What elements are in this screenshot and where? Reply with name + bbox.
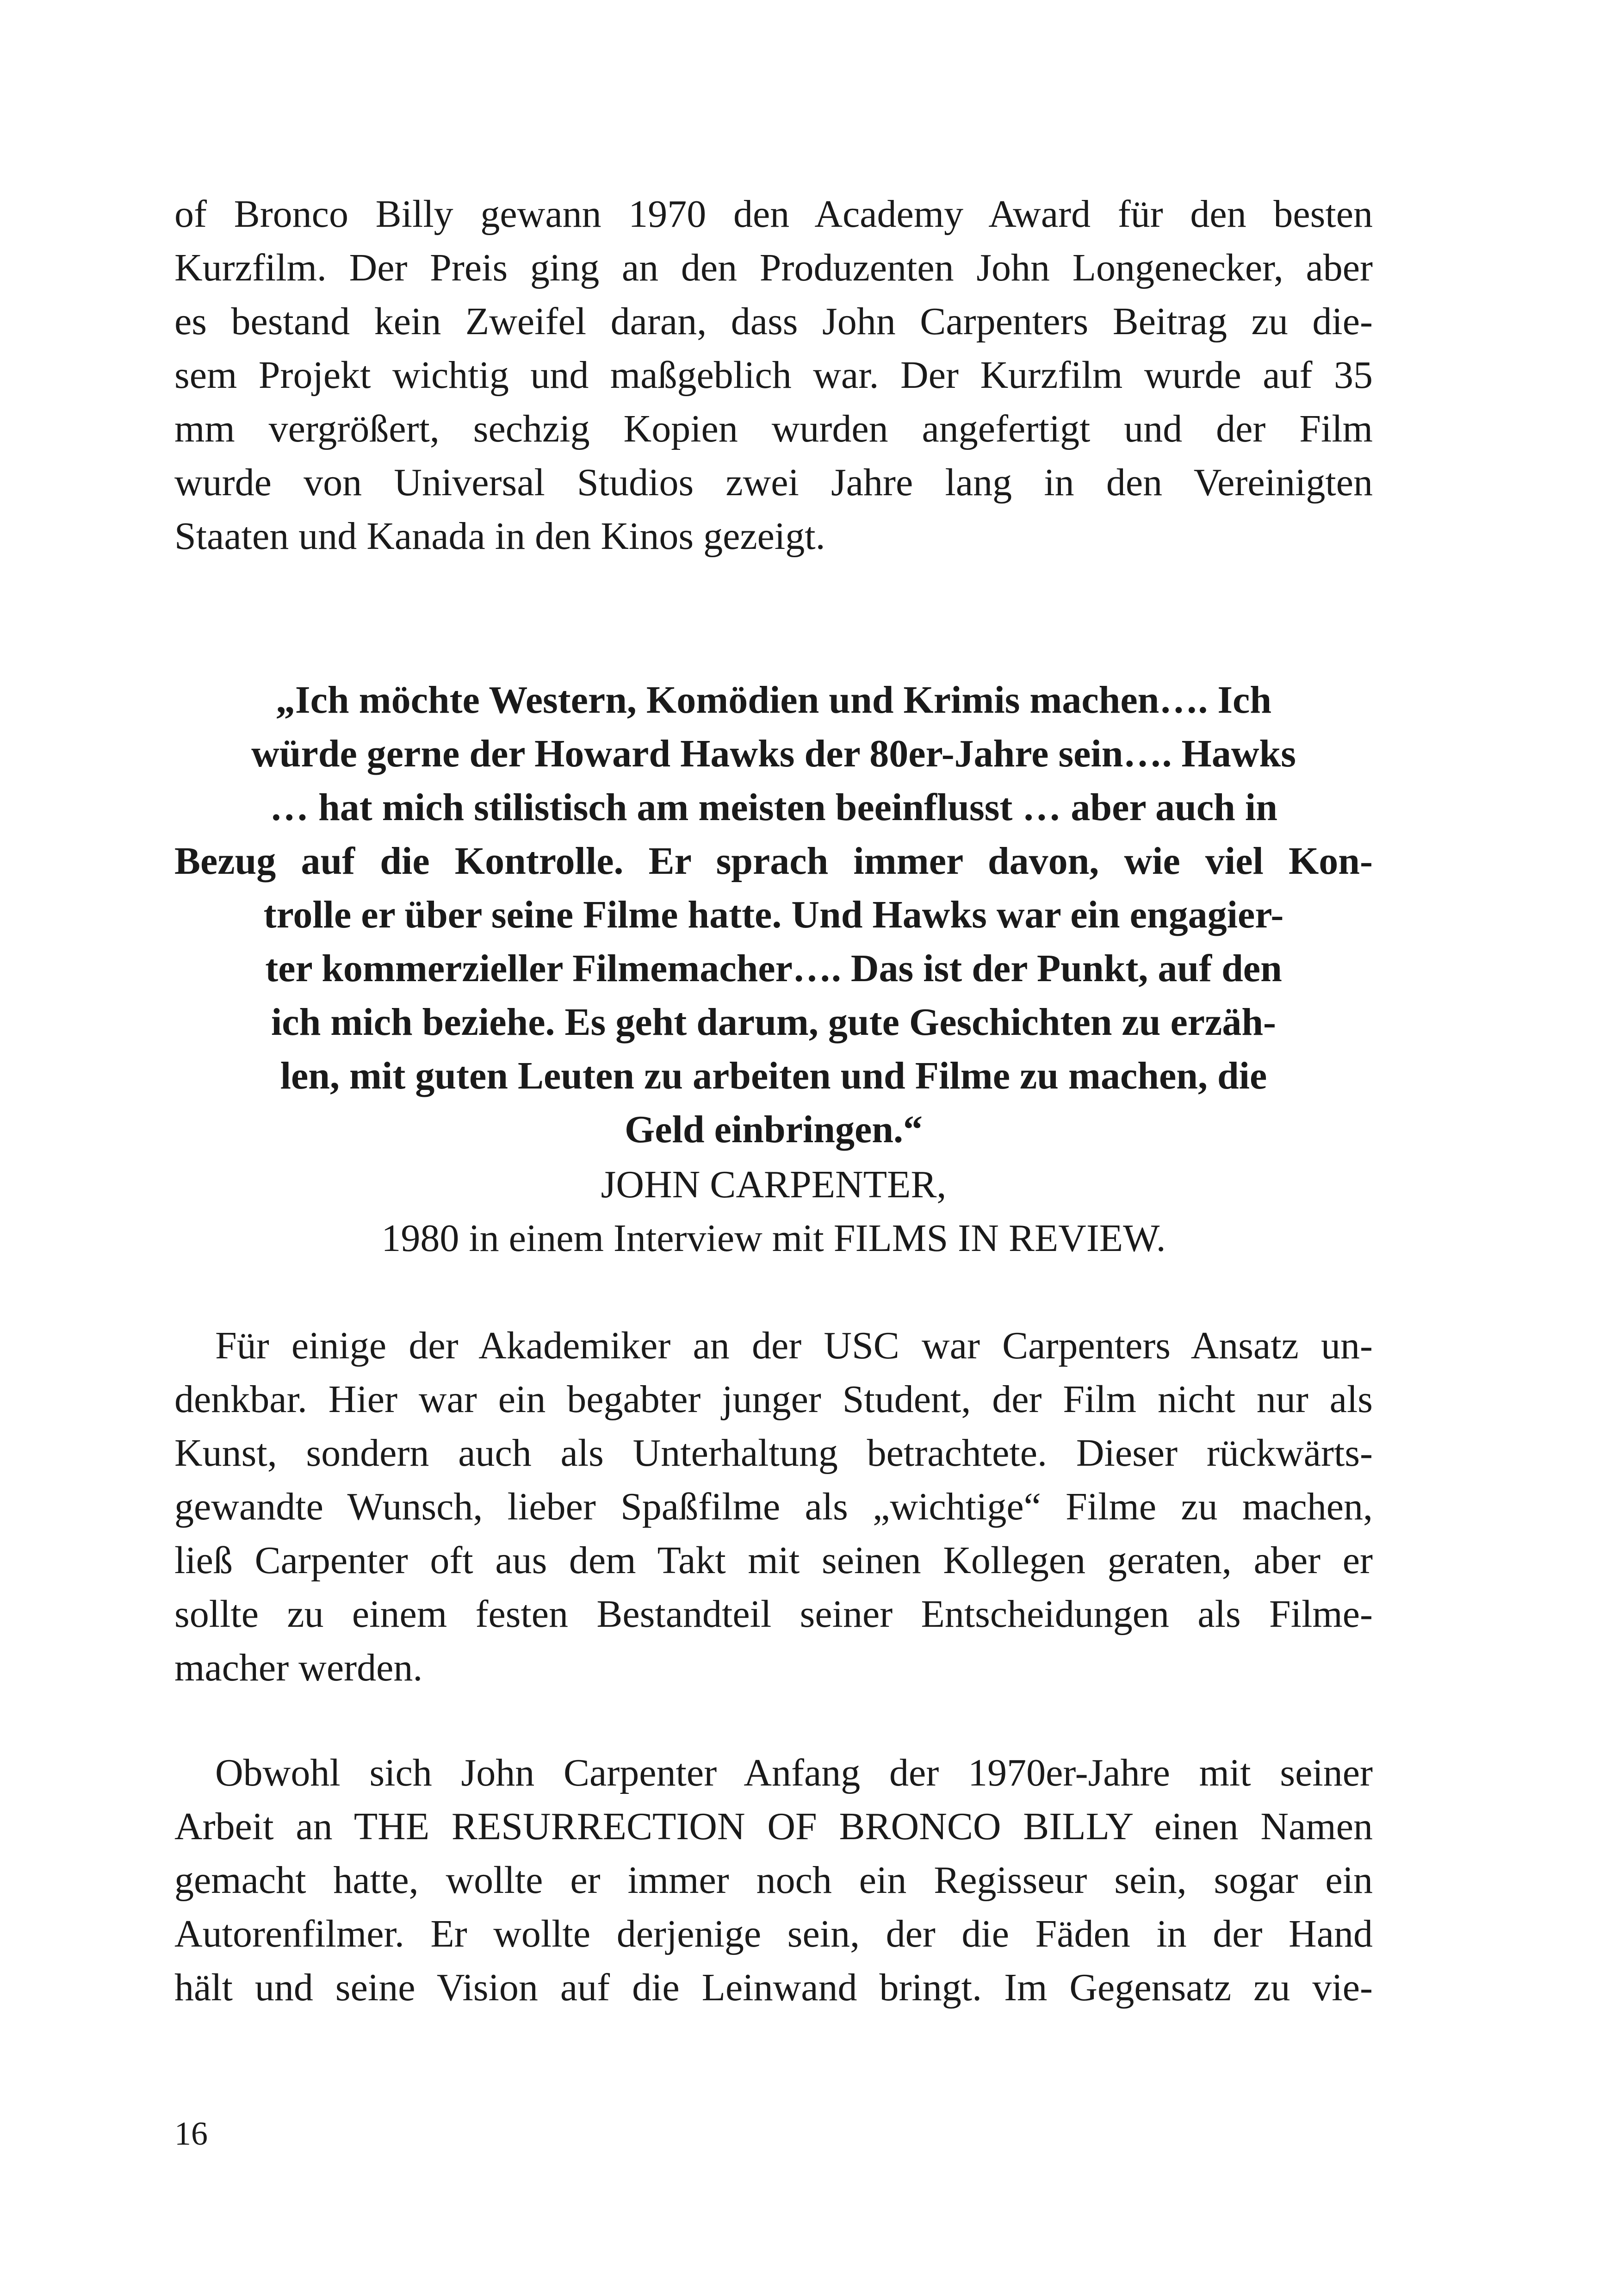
text-line: hält und seine Vision auf die Leinwand bringt. Im Gegensatz zu vie- [174, 1966, 1373, 2009]
quote-line: ter kommerzieller Filmemacher…. Das ist der Punkt, auf den [265, 947, 1282, 990]
text-line: Kunst, sondern auch als Unterhaltung betrachtete. Dieser rückwärts- [174, 1431, 1373, 1475]
text-line: sem Projekt wichtig und maßgeblich war. Der Kurzfilm wurde auf 35 [174, 354, 1373, 397]
text-line: Obwohl sich John Carpenter Anfang der 1970er-Jahre mit seiner [215, 1751, 1373, 1794]
quote-line: „Ich möchte Western, Komödien und Krimis machen…. Ich [275, 678, 1272, 722]
text-line: gemacht hatte, wollte er immer noch ein Regisseur sein, sogar ein [174, 1859, 1373, 1902]
text-line: macher werden. [174, 1646, 423, 1689]
text-line: gewandte Wunsch, lieber Spaßfilme als „wichtige“ Filme zu machen, [174, 1485, 1373, 1528]
text-line: Kurzfilm. Der Preis ging an den Produzenten John Longenecker, aber [174, 246, 1373, 289]
text-line: denkbar. Hier war ein begabter junger Student, der Film nicht nur als [174, 1378, 1373, 1421]
quote-line: trolle er über seine Filme hatte. Und Hawks war ein engagier- [263, 893, 1284, 936]
paragraph-1 [174, 187, 1373, 563]
text-line: es bestand kein Zweifel daran, dass John Carpenters Beitrag zu die- [174, 300, 1373, 343]
paragraph-2 [174, 1319, 1373, 1695]
page-number: 16 [174, 2115, 208, 2152]
quote-attribution [174, 1158, 1373, 1265]
quote-line: … hat mich stilistisch am meisten beeinflusst … aber auch in [270, 786, 1277, 829]
pull-quote [174, 673, 1373, 1157]
paragraph-3 [174, 1746, 1373, 2015]
text-line: wurde von Universal Studios zwei Jahre lang in den Vereinigten [174, 461, 1373, 504]
text-line: Für einige der Akademiker an der USC war Carpenters Ansatz un- [215, 1324, 1373, 1367]
text-line: of Bronco Billy gewann 1970 den Academy Award für den besten [174, 193, 1373, 236]
text-line: mm vergrößert, sechzig Kopien wurden angefertigt und der Film [174, 407, 1373, 450]
text-line: Staaten und Kanada in den Kinos gezeigt. [174, 515, 825, 558]
text-line: sollte zu einem festen Bestandteil seiner Entscheidungen als Filme- [174, 1593, 1373, 1636]
quote-line: len, mit guten Leuten zu arbeiten und Filme zu machen, die [280, 1054, 1267, 1097]
text-line: ließ Carpenter oft aus dem Takt mit seinen Kollegen geraten, aber er [174, 1539, 1373, 1582]
quote-line: ich mich beziehe. Es geht darum, gute Geschichten zu erzäh- [271, 1001, 1277, 1044]
quote-line: würde gerne der Howard Hawks der 80er-Jahre sein…. Hawks [251, 732, 1296, 775]
quote-line: Geld einbringen.“ [624, 1108, 923, 1151]
attribution-name: JOHN CARPENTER, [601, 1163, 947, 1206]
quote-line: Bezug auf die Kontrolle. Er sprach immer davon, wie viel Kon- [174, 840, 1373, 883]
text-line: Autorenfilmer. Er wollte derjenige sein, der die Fäden in der Hand [174, 1912, 1373, 1955]
attribution-source: 1980 in einem Interview mit FILMS IN REVIEW. [381, 1217, 1166, 1260]
text-line: Arbeit an THE RESURRECTION OF BRONCO BILLY einen Namen [174, 1805, 1373, 1848]
